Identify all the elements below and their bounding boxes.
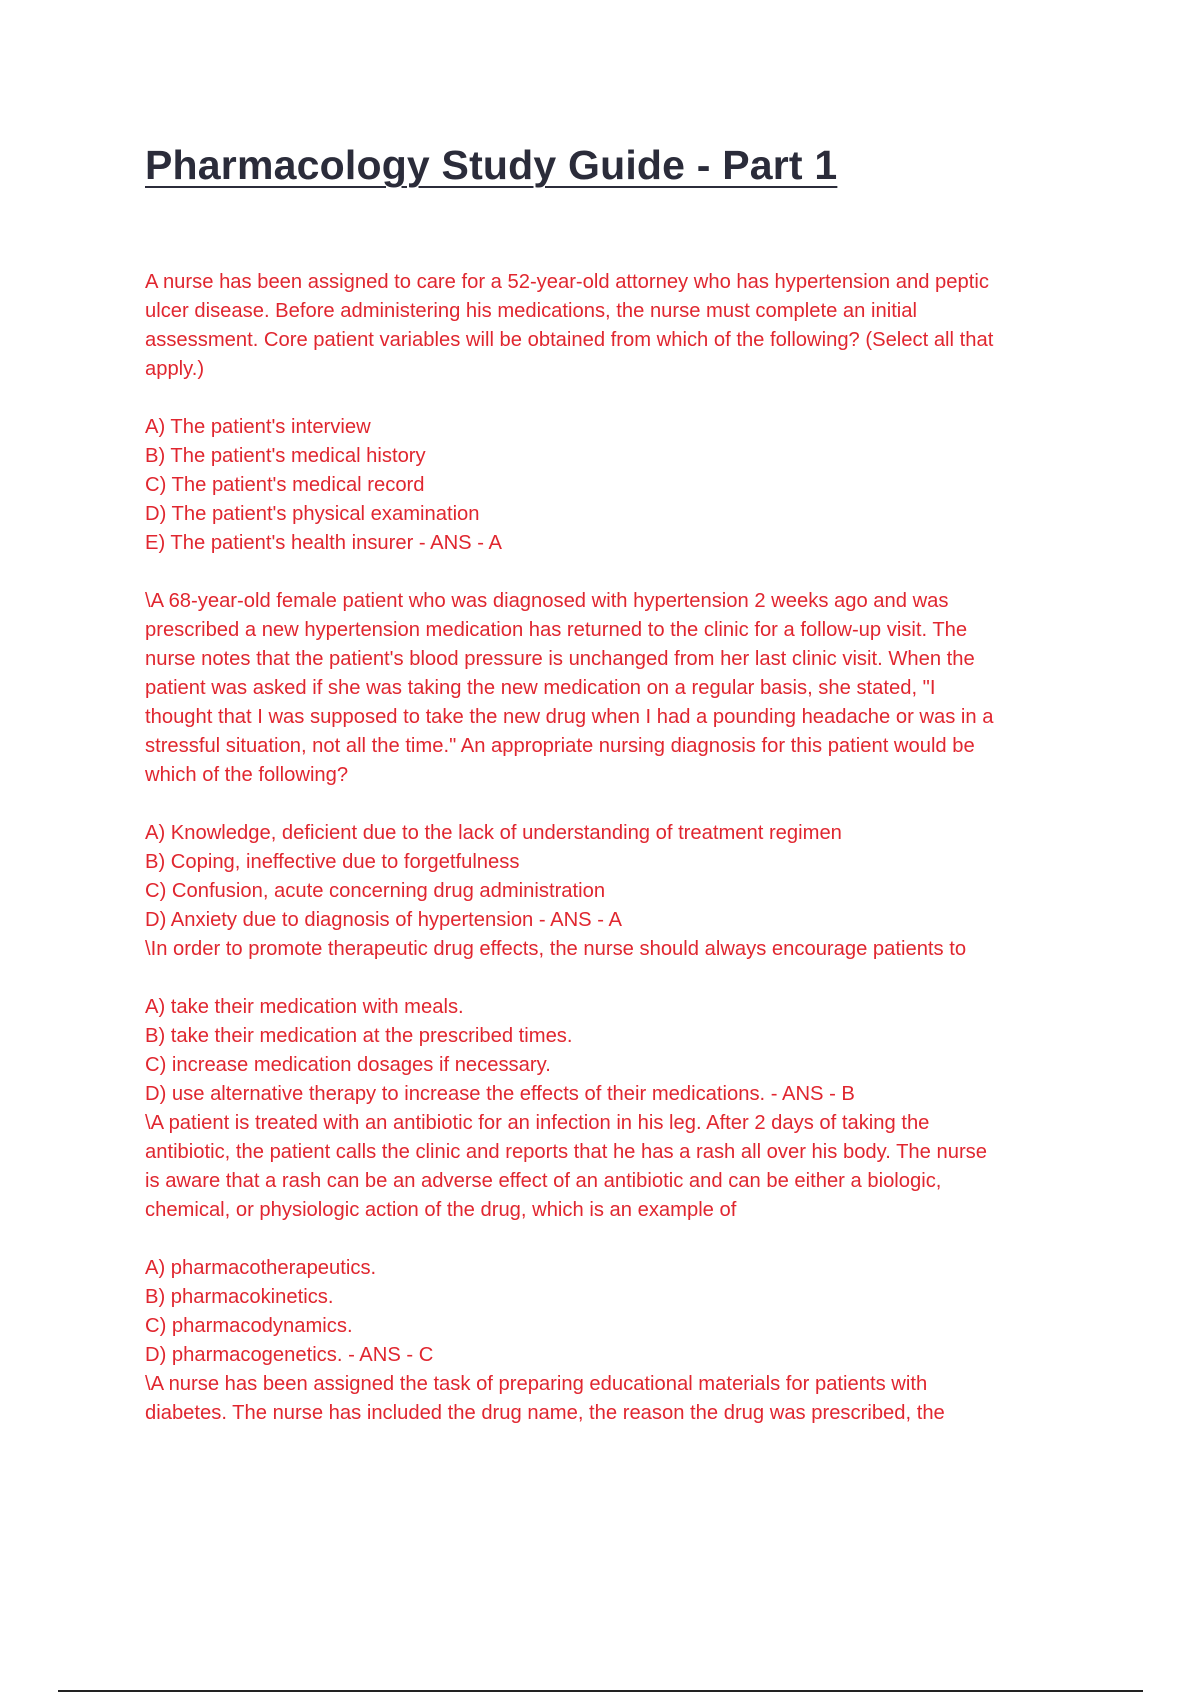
spacer — [145, 790, 1085, 819]
answer-option: B) Coping, ineffective due to forgetfulness — [145, 851, 520, 873]
question-stem-line: diabetes. The nurse has included the drug name, the reason the drug was prescribed, the — [145, 1402, 945, 1424]
answer-option: B) take their medication at the prescribed times. — [145, 1025, 573, 1047]
question-5 — [145, 1370, 1085, 1428]
question-stem-line: nurse notes that the patient's blood pressure is unchanged from her last clinic visit. When the — [145, 648, 975, 670]
question-4 — [145, 1109, 1085, 1370]
question-stem-line: \A nurse has been assigned the task of preparing educational materials for patients with — [145, 1373, 928, 1395]
question-stem-line: \A patient is treated with an antibiotic for an infection in his leg. After 2 days of taking the — [145, 1112, 930, 1134]
question-1 — [145, 268, 1085, 558]
question-stem-line: prescribed a new hypertension medication has returned to the clinic for a follow-up visit. The — [145, 619, 968, 641]
question-3 — [145, 935, 1085, 1109]
question-stem-line: A nurse has been assigned to care for a 52-year-old attorney who has hypertension and peptic — [145, 271, 989, 293]
question-stem-line: apply.) — [145, 358, 205, 380]
answer-option: C) increase medication dosages if necessary. — [145, 1054, 551, 1076]
answer-option: A) take their medication with meals. — [145, 996, 464, 1018]
question-stem-line: is aware that a rash can be an adverse effect of an antibiotic and can be either a biologic, — [145, 1170, 942, 1192]
question-stem-line: antibiotic, the patient calls the clinic and reports that he has a rash all over his body. The nurse — [145, 1141, 987, 1163]
spacer — [145, 384, 1085, 413]
footer-divider — [58, 1690, 1143, 1692]
answer-option: B) pharmacokinetics. — [145, 1286, 334, 1308]
question-2 — [145, 587, 1085, 935]
spacer — [145, 1225, 1085, 1254]
question-stem-line: \A 68-year-old female patient who was diagnosed with hypertension 2 weeks ago and was — [145, 590, 949, 612]
question-stem-line: chemical, or physiologic action of the drug, which is an example of — [145, 1199, 737, 1221]
document-body — [145, 268, 1085, 1428]
page-title: Pharmacology Study Guide - Part 1 — [145, 142, 838, 188]
question-stem-line: assessment. Core patient variables will be obtained from which of the following? (Select all that — [145, 329, 994, 351]
answer-option-with-key: D) pharmacogenetics. - ANS - C — [145, 1344, 434, 1366]
answer-option: C) pharmacodynamics. — [145, 1315, 353, 1337]
answer-option: C) Confusion, acute concerning drug administration — [145, 880, 606, 902]
answer-option: D) The patient's physical examination — [145, 503, 480, 525]
spacer — [145, 964, 1085, 993]
answer-option: C) The patient's medical record — [145, 474, 425, 496]
answer-option-with-key: D) Anxiety due to diagnosis of hypertension - ANS - A — [145, 909, 622, 931]
question-stem-line: which of the following? — [145, 764, 349, 786]
question-stem-line: ulcer disease. Before administering his medications, the nurse must complete an initial — [145, 300, 917, 322]
question-stem-line: stressful situation, not all the time." An appropriate nursing diagnosis for this patient would be — [145, 735, 975, 757]
question-stem-line: patient was asked if she was taking the new medication on a regular basis, she stated, "I — [145, 677, 936, 699]
question-stem-line: \In order to promote therapeutic drug effects, the nurse should always encourage patients to — [145, 938, 967, 960]
question-stem-line: thought that I was supposed to take the new drug when I had a pounding headache or was in a — [145, 706, 994, 728]
answer-option-with-key: D) use alternative therapy to increase the effects of their medications. - ANS - B — [145, 1083, 855, 1105]
answer-option: A) The patient's interview — [145, 416, 371, 438]
answer-option: B) The patient's medical history — [145, 445, 426, 467]
answer-option-with-key: E) The patient's health insurer - ANS - A — [145, 532, 502, 554]
spacer — [145, 558, 1085, 587]
answer-option: A) Knowledge, deficient due to the lack of understanding of treatment regimen — [145, 822, 842, 844]
answer-option: A) pharmacotherapeutics. — [145, 1257, 377, 1279]
